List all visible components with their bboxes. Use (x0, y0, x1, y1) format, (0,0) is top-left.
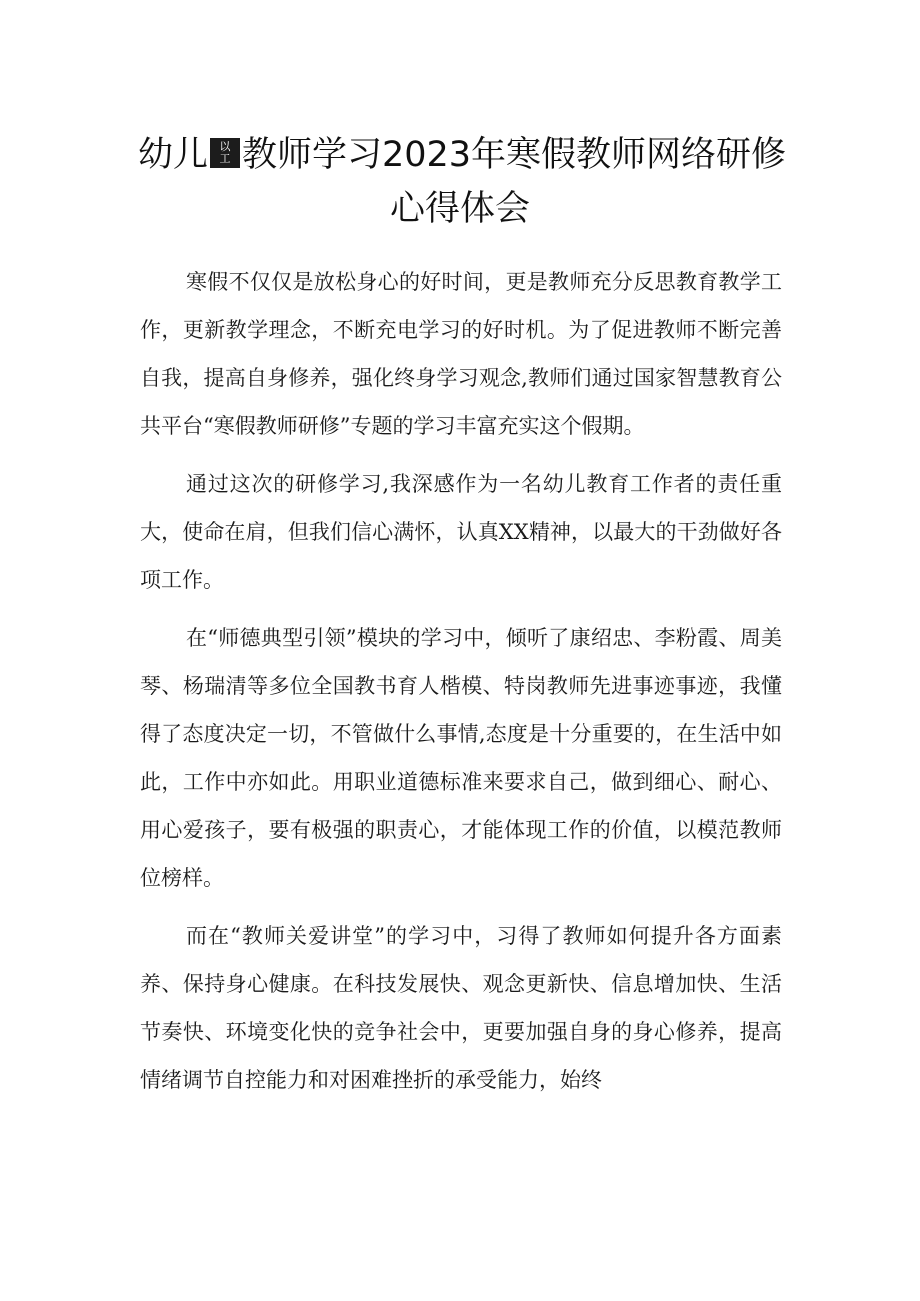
title-part-1: 幼儿 (137, 135, 208, 175)
paragraph-3: 在“师德典型引领”模块的学习中，倾听了康绍忠、李粉霞、周美琴、杨瑞清等多位全国教书育人楷模、特岗教师先进事迹事迹，我懂得了态度决定一切，不管做什么事情,态度是十分重要的，在生活中如此，工作中亦如此。用职业道德标准来要求自己，做到细心、耐心、用心爱孩子，要有极强的职责心，才能体现工作的价值，以模范教师位榜样。 (140, 626, 782, 890)
stamp-char-top: 以 (219, 140, 231, 153)
paragraph-4: 而在“教师关爱讲堂”的学习中，习得了教师如何提升各方面素养、保持身心健康。在科技发展快、观念更新快、信息增加快、生活节奏快、环境变化快的竞争社会中，更要加强自身的身心修养，提高情绪调节自控能力和对困难挫折的承受能力，始终 (140, 924, 782, 1092)
redaction-stamp (210, 138, 240, 168)
title-line-2: 心得体会 (389, 189, 530, 229)
stamp-char-bottom: 工 (219, 152, 231, 165)
document-title (0, 128, 920, 236)
paragraph-1: 寒假不仅仅是放松身心的好时间，更是教师充分反思教育教学工作，更新教学理念，不断充电学习的好时机。为了促进教师不断完善自我，提高自身修养，强化终身学习观念,教师们通过国家智慧教育公共平台“寒假教师研修”专题的学习丰富充实这个假期。 (140, 270, 782, 438)
paragraph-2: 通过这次的研修学习,我深感作为一名幼儿教育工作者的责任重大，使命在肩，但我们信心满怀，认真XX精神，以最大的干劲做好各项工作。 (140, 472, 782, 592)
document-body (140, 258, 782, 1114)
title-line-1 (0, 128, 920, 182)
title-part-2: 教师学习2023年寒假教师网络研修 (241, 135, 787, 175)
